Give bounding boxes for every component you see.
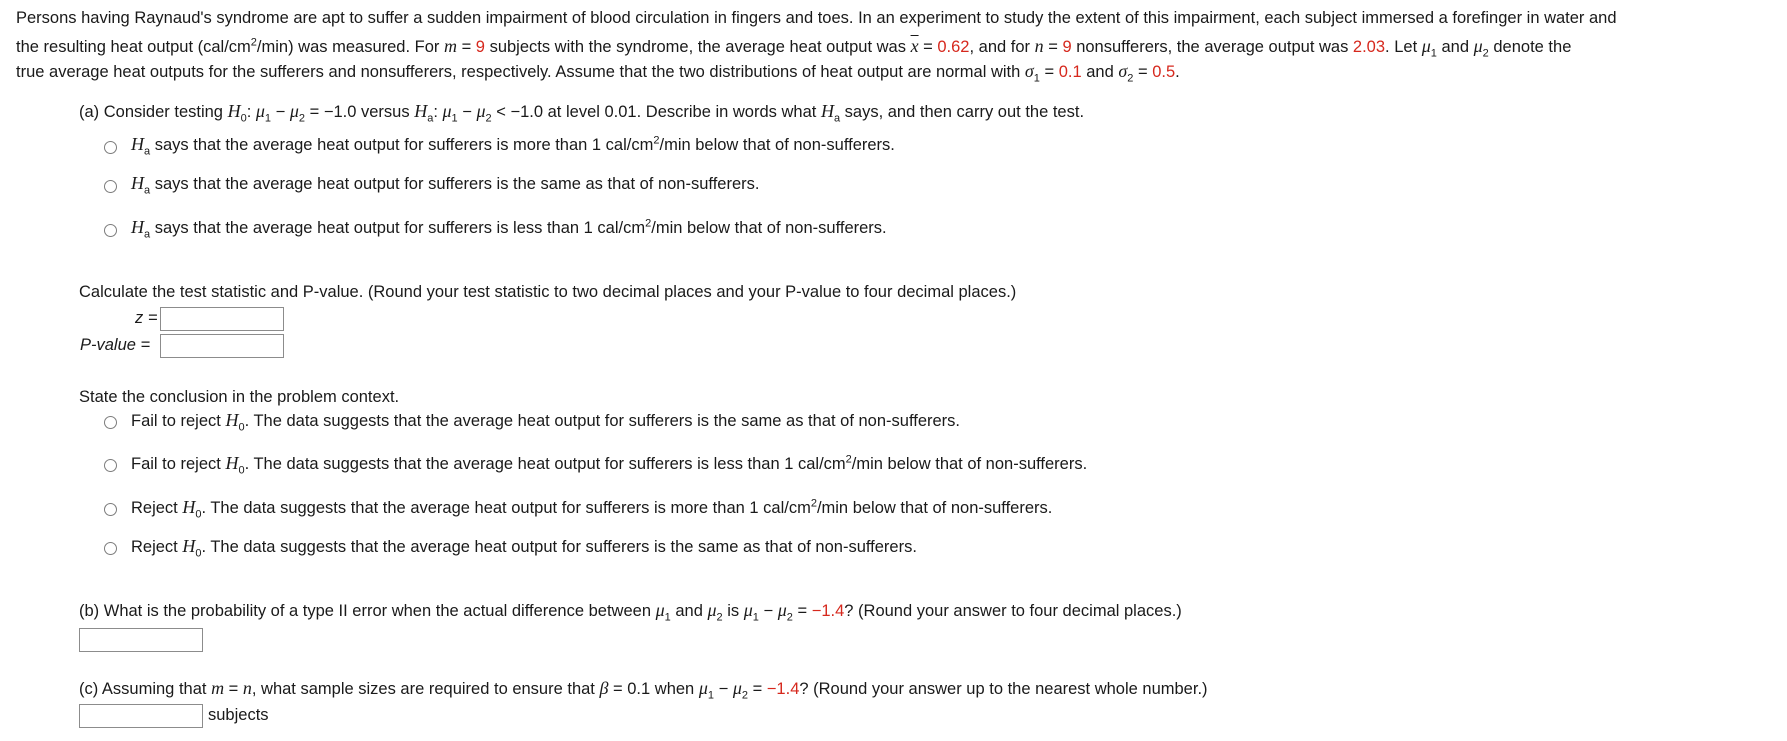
option-text: Reject (131, 538, 183, 556)
ha-option-2-label[interactable]: $H_a$ says that the average heat output for sufferers is the same as that of non-sufferers. (131, 173, 760, 197)
p-value-input[interactable] (160, 334, 284, 358)
ha-option-3-label[interactable]: $H_a$ says that the average heat output for sufferers is less than 1 cal/$cm^2/\min$ below that of non-sufferers. (131, 217, 887, 241)
conclusion-option-3-label[interactable]: Reject $H_0$. The data suggests that the average heat output for sufferers is more than 1 cal/$cm^2/\min$ below that of non-sufferers. (131, 497, 1053, 521)
intro-text: and (1081, 63, 1119, 81)
sigma2-value: 0.5 (1152, 63, 1176, 81)
xbar-value: 0.62 (937, 38, 970, 56)
prompt-text: ? (Round your answer to four decimal places.) (844, 602, 1182, 620)
part-b-prompt: (b) What is the probability of a type II error when the actual difference between $\mu_1$ and $\mu_2$ is $\mu_1 - \mu_2 = -1.4$? (Round your answer to four decimal places.) (79, 600, 1182, 624)
z-label: z = (135, 309, 158, 327)
p-value-label: P-value = (80, 336, 151, 354)
subjects-unit-label: subjects (208, 706, 269, 724)
calc-prompt (79, 283, 1016, 302)
prompt-text: at level 0.01. Describe in words what (543, 103, 821, 121)
option-text: says that the average heat output for sufferers is more than 1 cal/cm (154, 136, 654, 154)
intro-line-1 (16, 4, 1617, 33)
intro-text: the resulting heat output (cal/cm (16, 38, 251, 56)
intro-text: nonsufferers, the average output was (1071, 38, 1353, 56)
conclusion-prompt: State the conclusion in the problem context. (79, 388, 400, 406)
intro-text: . Let (1385, 38, 1422, 56)
intro-line-2: the resulting heat output $(cal/cm^2/\min)$ was measured. For m = 9 subjects with the syndrome, the average heat output was $\overline{x} = 0.62$, and for n = 9 nonsufferers, the average output was 2.03. Let $\mu_1$ and $\mu_2$ denote the (16, 36, 1572, 60)
ha-option-2-radio[interactable] (104, 180, 117, 193)
option-text: . The data suggests that the average heat output for sufferers is the same as that of non-sufferers. (201, 538, 917, 556)
part-a-prompt: (a) Consider testing $H_0$: $\mu_1 - \mu_2 = -1.0$ versus $H_a$: $\mu_1 - \mu_2 < -1.0$ at level 0.01. Describe in words what $H_a$ says, and then carry out the test. (79, 101, 1085, 125)
ha-option-1-label[interactable]: $H_a$ says that the average heat output for sufferers is more than 1 cal/$cm^2/\min$ below that of non-sufferers. (131, 134, 895, 158)
type-ii-error-input[interactable] (79, 628, 203, 652)
intro-text: /min) was measured. For (256, 38, 444, 56)
intro-text: denote the (1488, 38, 1572, 56)
prompt-text: Calculate the test statistic and P-value. (Round your test statistic to two decimal places and your P-value to four decimal places.) (79, 283, 1017, 301)
prompt-text: versus (356, 103, 415, 121)
option-text: /min below that of non-sufferers. (816, 499, 1053, 517)
intro-text: Persons having Raynaud's syndrome are apt to suffer a sudden impairment of blood circulation in fingers and toes. In an experiment to study the extent of this impairment, each subject immersed a forefinger in water and (16, 9, 1617, 27)
conclusion-option-4-label[interactable]: Reject $H_0$. The data suggests that the average heat output for sufferers is the same as that of non-sufferers. (131, 536, 917, 560)
option-text: says that the average heat output for sufferers is the same as that of non-sufferers. (154, 175, 760, 193)
m-value: 9 (475, 38, 485, 56)
intro-line-3: true average heat outputs for the sufferers and nonsufferers, respectively. Assume that the two distributions of heat output are normal with $\sigma_1 = 0.1$ and $\sigma_2 = 0.5$. (16, 61, 1180, 85)
prompt-text: is (722, 602, 744, 620)
option-text: . The data suggests that the average heat output for sufferers is more than 1 cal/cm (201, 499, 811, 517)
conclusion-option-2-label[interactable]: Fail to reject $H_0$. The data suggests that the average heat output for sufferers is less than 1 cal/$cm^2/\min$ below that of non-sufferers. (131, 453, 1088, 477)
conclusion-option-2-radio[interactable] (104, 459, 117, 472)
part-c-prompt: (c) Assuming that m = n, what sample sizes are required to ensure that β = 0.1 when $\mu_1 - \mu_2 = -1.4$? (Round your answer up to the nearest whole number.) (79, 678, 1208, 702)
sample-size-input[interactable] (79, 704, 203, 728)
option-text: Fail to reject (131, 455, 226, 473)
part-b-diff-value: −1.4 (811, 602, 845, 620)
prompt-text: says, and then carry out the test. (840, 103, 1085, 121)
option-text: /min below that of non-sufferers. (651, 219, 887, 237)
option-text: /min below that of non-sufferers. (851, 455, 1088, 473)
option-text: Reject (131, 499, 183, 517)
prompt-text: (a) Consider testing (79, 103, 228, 121)
option-text: says that the average heat output for sufferers is less than 1 cal/cm (154, 219, 646, 237)
conclusion-option-1-label[interactable]: Fail to reject $H_0$. The data suggests that the average heat output for sufferers is the same as that of non-sufferers. (131, 410, 961, 434)
prompt-text: (c) Assuming that (79, 680, 212, 698)
prompt-text: when (650, 680, 699, 698)
intro-text: subjects with the syndrome, the average heat output was (484, 38, 911, 56)
option-text: . The data suggests that the average heat output for sufferers is the same as that of non-sufferers. (244, 412, 961, 430)
prompt-text: , what sample sizes are required to ensure that (251, 680, 600, 698)
prompt-text: (b) What is the probability of a type II error when the actual difference between (79, 602, 656, 620)
n-value: 9 (1062, 38, 1072, 56)
option-text: . The data suggests that the average heat output for sufferers is less than 1 cal/cm (244, 455, 846, 473)
intro-text: , and for (969, 38, 1035, 56)
ha-option-1-radio[interactable] (104, 141, 117, 154)
conclusion-option-1-radio[interactable] (104, 416, 117, 429)
z-statistic-input[interactable] (160, 307, 284, 331)
option-text: /min below that of non-sufferers. (659, 136, 895, 154)
ybar-value: 2.03 (1352, 38, 1386, 56)
conclusion-option-4-radio[interactable] (104, 542, 117, 555)
intro-text: and (1436, 38, 1474, 56)
part-c-diff-value: −1.4 (766, 680, 800, 698)
option-text: Fail to reject (131, 412, 226, 430)
conclusion-option-3-radio[interactable] (104, 503, 117, 516)
prompt-text: and (670, 602, 708, 620)
intro-text: true average heat outputs for the sufferers and nonsufferers, respectively. Assume that the two distributions of heat output are normal with (16, 63, 1025, 81)
ha-option-3-radio[interactable] (104, 224, 117, 237)
prompt-text: ? (Round your answer up to the nearest whole number.) (799, 680, 1208, 698)
sigma1-value: 0.1 (1058, 63, 1082, 81)
